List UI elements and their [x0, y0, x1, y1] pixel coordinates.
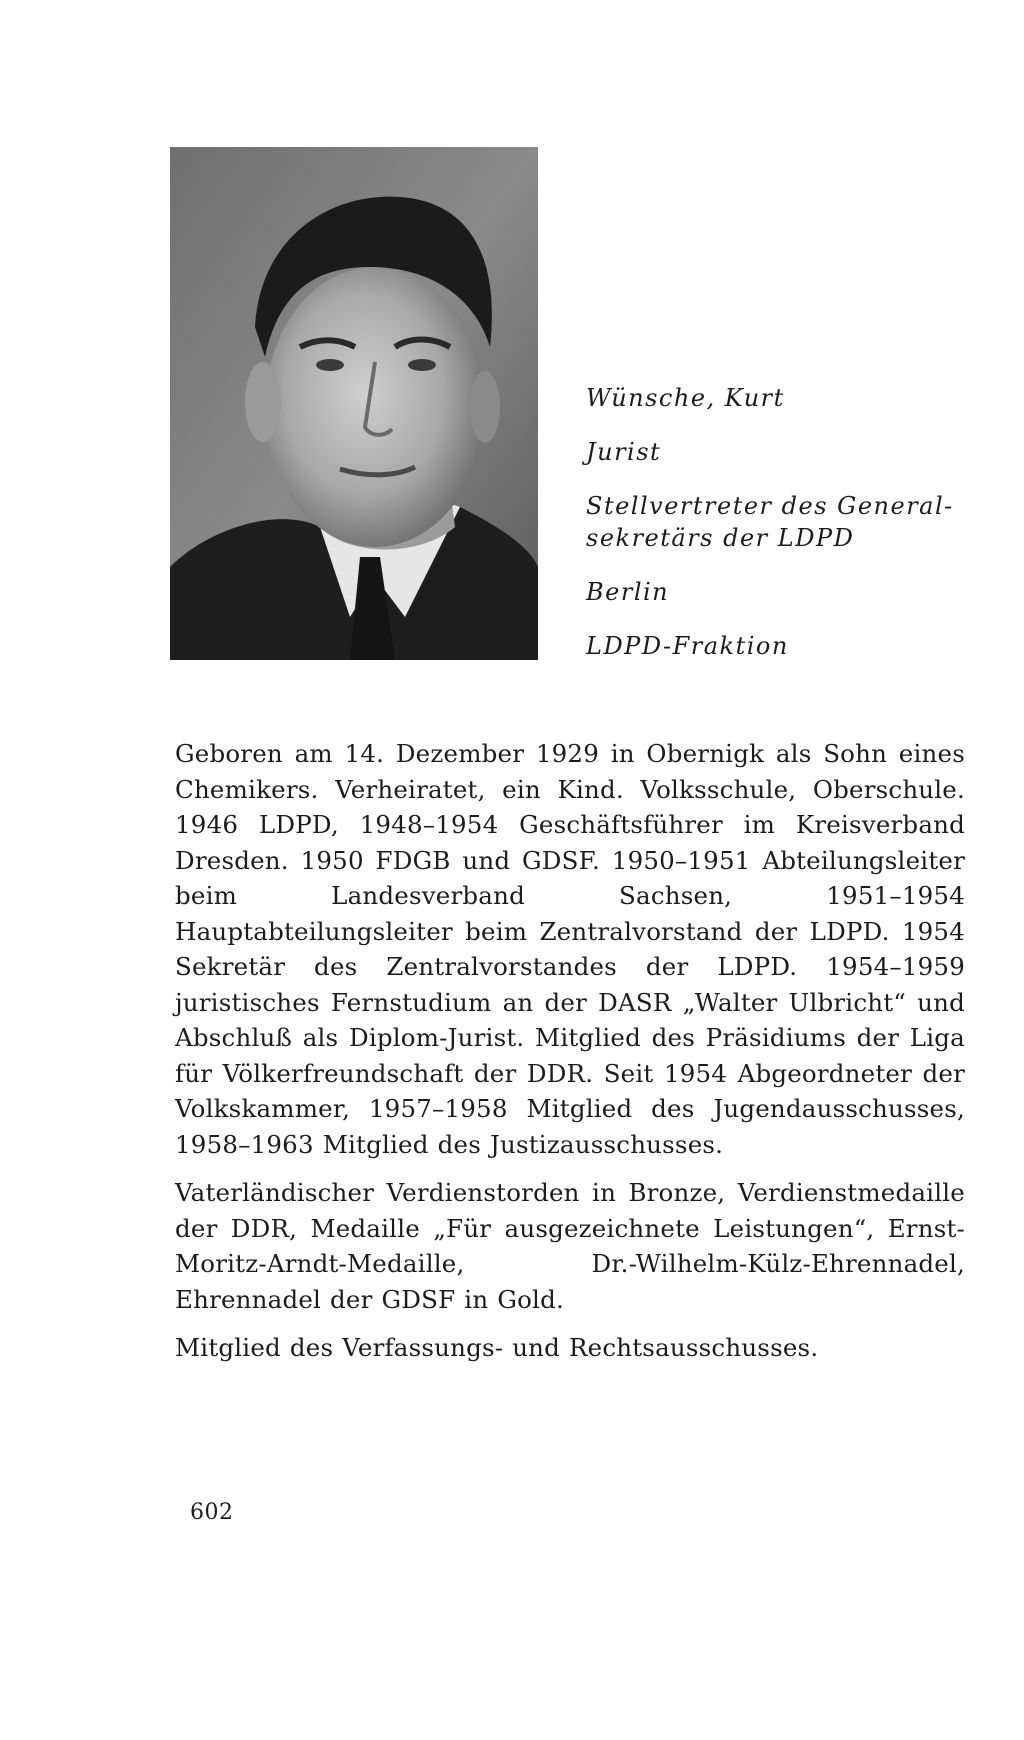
person-faction: LDPD-Fraktion: [586, 632, 789, 660]
page-number: 602: [190, 1500, 234, 1525]
committee-paragraph: Mitglied des Verfassungs- und Rechtsausschusses.: [175, 1333, 819, 1362]
person-location: Berlin: [586, 578, 670, 606]
portrait-image: [170, 147, 538, 660]
awards-paragraph: Vaterländischer Verdienstorden in Bronze, Verdienstmedaille der DDR, Medaille „Für ausgezeichnete Leistungen“, Ernst-Moritz-Arndt-Medaille, Dr.-Wilhelm-Külz-Ehrennadel, Ehrennadel der GDSF in Gold.: [175, 1178, 965, 1314]
person-occupation: Jurist: [586, 438, 662, 466]
biography-text: [175, 736, 965, 1379]
person-caption: [586, 382, 1006, 662]
person-position: Stellvertreter des General- sekretärs der LDPD: [586, 492, 954, 552]
biography-paragraph: Geboren am 14. Dezember 1929 in Obernigk als Sohn eines Chemikers. Verheiratet, ein Kind. Volksschule, Oberschule. 1946 LDPD, 1948–1954 Geschäftsführer im Kreisverband Dresden. 1950 FDGB und GDSF. 1950–1951 Abteilungsleiter beim Landesverband Sachsen, 1951–1954 Hauptabteilungsleiter beim Zentralvorstand der LDPD. 1954 Sekretär des Zentralvorstandes der LDPD. 1954–1959 juristisches Fernstudium an der DASR „Walter Ulbricht“ und Abschluß als Diplom-Jurist. Mitglied des Präsidiums der Liga für Völkerfreundschaft der DDR. Seit 1954 Abgeordneter der Volkskammer, 1957–1958 Mitglied des Jugendausschusses, 1958–1963 Mitglied des Justizausschusses.: [175, 739, 965, 1159]
person-name: Wünsche, Kurt: [586, 384, 785, 412]
portrait-photo: [170, 147, 538, 660]
